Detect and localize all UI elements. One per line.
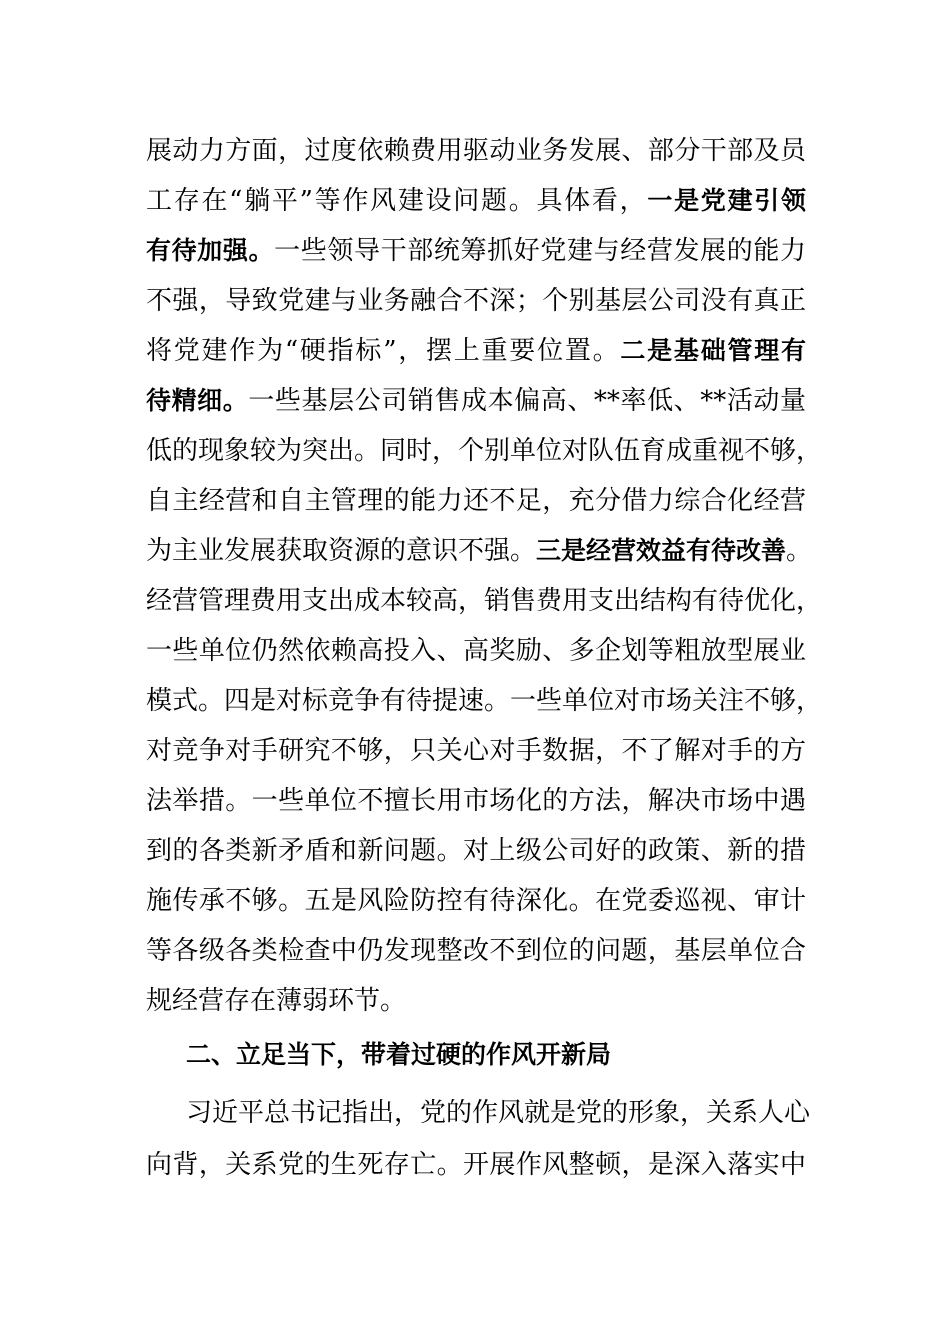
text-line: 有待加强。一些领导干部统筹抓好党建与经营发展的能力 bbox=[146, 236, 806, 266]
text-line: 到的各类新矛盾和新问题。对上级公司好的政策、新的措 bbox=[146, 836, 806, 866]
text-line: 经营管理费用支出成本较高，销售费用支出结构有待优化， bbox=[146, 586, 823, 616]
text-line: 规经营存在薄弱环节。 bbox=[146, 986, 407, 1016]
bold-point-two: 二是基础管理有 bbox=[620, 336, 806, 365]
text-line: 将党建作为“硬指标”，摆上重要位置。二是基础管理有 bbox=[146, 336, 806, 366]
text-line: 不强，导致党建与业务融合不深；个别基层公司没有真正 bbox=[146, 286, 806, 316]
text-line: 一些单位仍然依赖高投入、高奖励、多企划等粗放型展业 bbox=[146, 636, 806, 666]
text-line: 待精细。一些基层公司销售成本偏高、**率低、**活动量 bbox=[146, 386, 806, 416]
text-line: 习近平总书记指出，党的作风就是党的形象，关系人心 bbox=[186, 1098, 811, 1128]
text-line: 展动力方面，过度依赖费用驱动业务发展、部分干部及员 bbox=[146, 136, 806, 166]
section-heading: 二、立足当下，带着过硬的作风开新局 bbox=[186, 1040, 612, 1069]
text-line: 低的现象较为突出。同时，个别单位对队伍育成重视不够， bbox=[146, 436, 823, 466]
text-line: 向背，关系党的生死存亡。开展作风整顿，是深入落实中 bbox=[146, 1150, 806, 1180]
text-line: 自主经营和自主管理的能力还不足，充分借力综合化经营 bbox=[146, 486, 806, 516]
text-line: 等各级各类检查中仍发现整改不到位的问题，基层单位合 bbox=[146, 936, 806, 966]
bold-point-two-cont: 待精细。 bbox=[146, 386, 249, 415]
bold-point-three: 三是经营效益有待改善 bbox=[536, 536, 787, 565]
text-line: 施传承不够。五是风险防控有待深化。在党委巡视、审计 bbox=[146, 886, 806, 916]
text-line: 工存在“躺平”等作风建设问题。具体看，一是党建引领 bbox=[146, 186, 806, 216]
text-line: 法举措。一些单位不擅长用市场化的方法，解决市场中遇 bbox=[146, 786, 806, 816]
bold-point-one-cont: 有待加强。 bbox=[146, 236, 275, 265]
text-line: 为主业发展获取资源的意识不强。三是经营效益有待改善。 bbox=[146, 536, 813, 566]
bold-point-one: 一是党建引领 bbox=[647, 186, 806, 215]
text-line: 模式。四是对标竞争有待提速。一些单位对市场关注不够， bbox=[146, 686, 823, 716]
text-line: 对竞争对手研究不够，只关心对手数据，不了解对手的方 bbox=[146, 736, 806, 766]
